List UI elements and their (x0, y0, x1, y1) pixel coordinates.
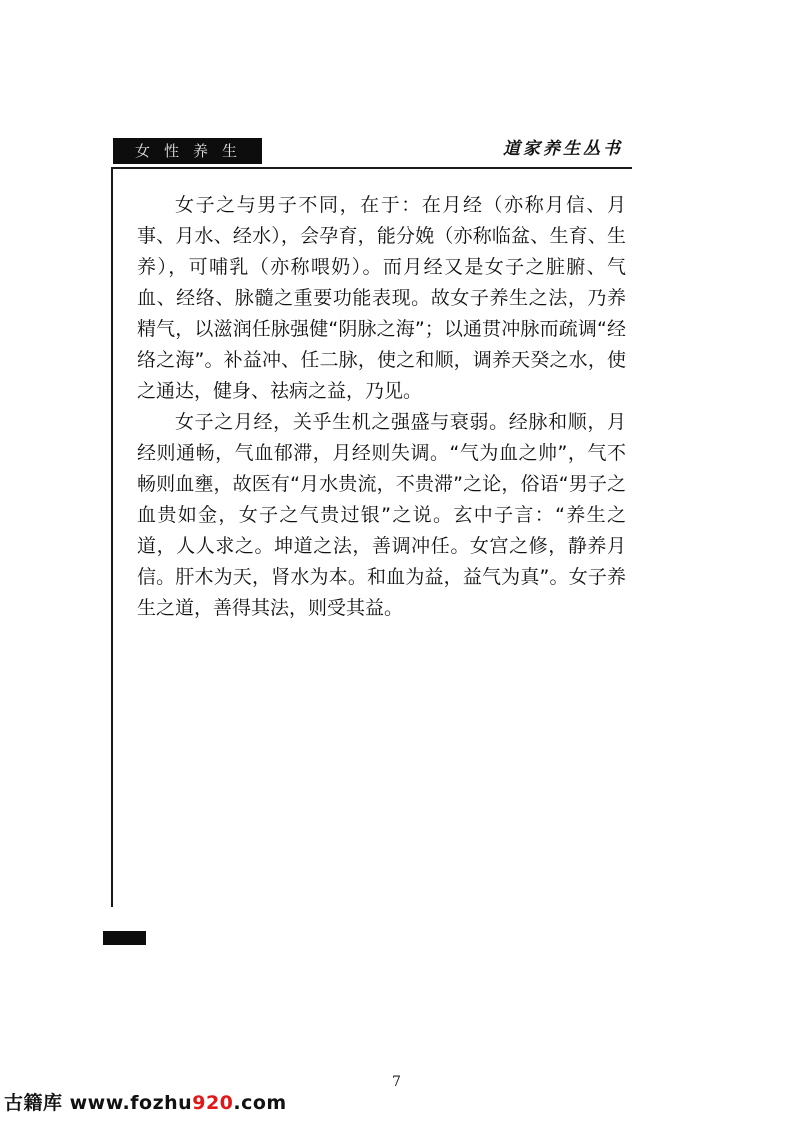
site-watermark (4, 1088, 287, 1115)
page-number: 7 (392, 1074, 401, 1090)
paragraph-2: 女子之月经，关乎生机之强盛与衰弱。经脉和顺，月经则通畅，气血郁滞，月经则失调。“气为血之帅”，气不畅则血壅，故医有“月水贵流，不贵滞”之论，俗语“男子之血贵如金，女子之气贵过银”之说。玄中子言：“养生之道，人人求之。坤道之法，善调冲任。女宫之修，静养月信。肝木为天，肾水为本。和血为益，益气为真”。女子养生之道，善得其法，则受其益。 (137, 411, 626, 619)
left-margin-rule (111, 167, 113, 907)
section-title: 女性养生 (135, 142, 252, 160)
corner-block (103, 931, 146, 945)
series-title: 道家养生丛书 (503, 139, 623, 159)
watermark-prefix: 古籍库 www.fozhu (4, 1092, 193, 1114)
watermark-suffix: .com (233, 1092, 287, 1114)
watermark-number: 920 (192, 1092, 234, 1114)
header-rule (113, 167, 632, 169)
body-text (137, 190, 626, 624)
section-title-tab (113, 138, 262, 164)
paragraph-1: 女子之与男子不同，在于：在月经（亦称月信、月事、月水、经水），会孕育，能分娩（亦称临盆、生育、生养），可哺乳（亦称喂奶）。而月经又是女子之脏腑、气血、经络、脉髓之重要功能表现。故女子养生之法，乃养精气，以滋润任脉强健“阴脉之海”；以通贯冲脉而疏调“经络之海”。补益冲、任二脉，使之和顺，调养天癸之水，使之通达，健身、祛病之益，乃见。 (137, 194, 626, 402)
